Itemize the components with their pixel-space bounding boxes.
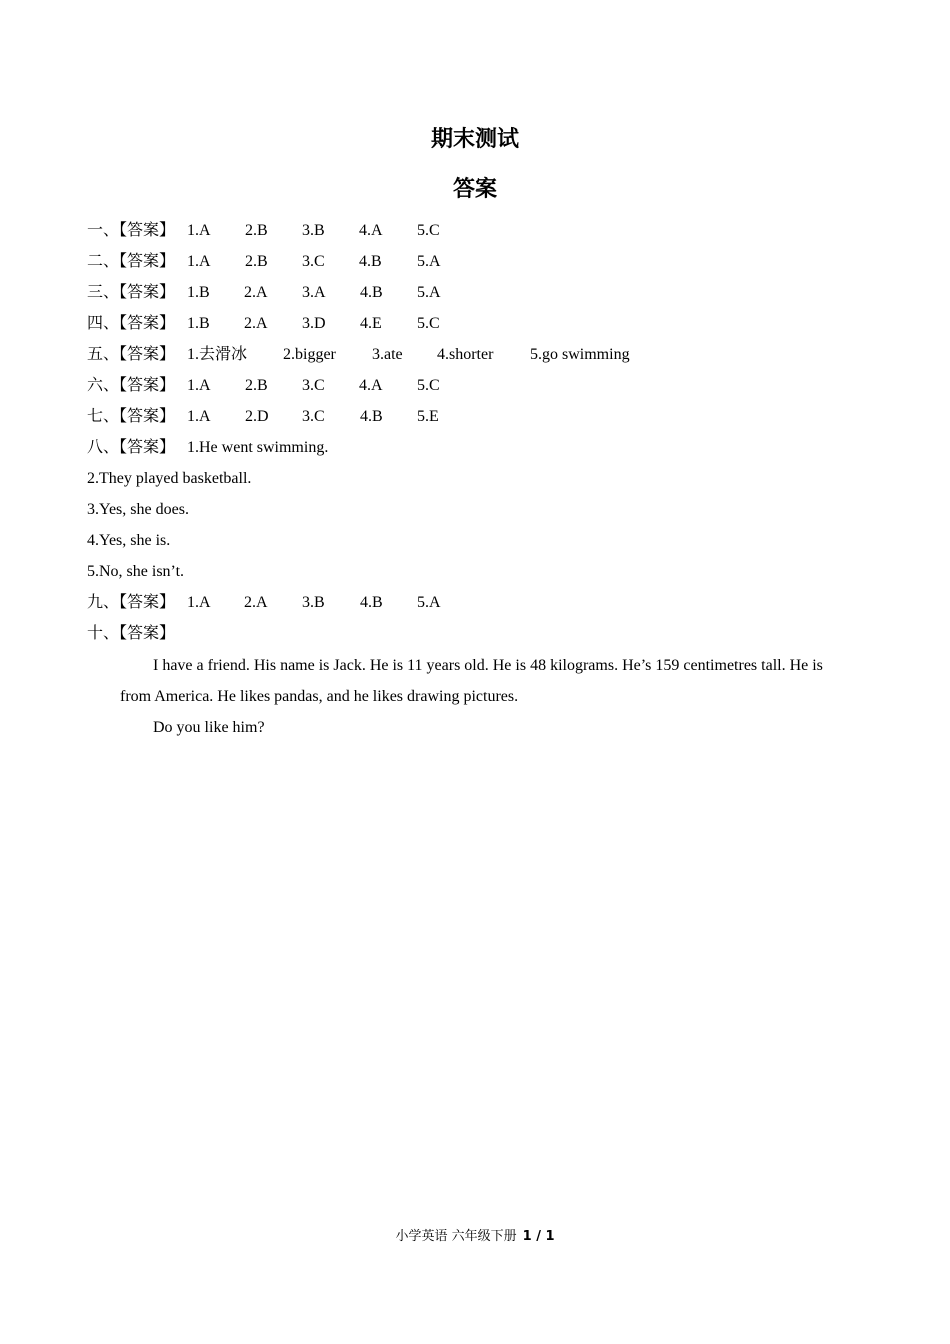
answer-item: 5.E — [417, 408, 439, 425]
answer-item: 5.C — [417, 222, 440, 239]
answer-row-prefix: 十、【答案】 — [87, 625, 176, 642]
answer-row-prefix: 五、【答案】 — [87, 346, 176, 363]
answer-row-prefix: 六、【答案】 — [87, 377, 176, 394]
answer-item: 3.D — [302, 315, 326, 332]
answer-item: 3.C — [302, 253, 325, 270]
answer-item: 4.B — [359, 253, 382, 270]
answer-item: 1.去滑冰 — [187, 346, 248, 363]
answer-item: 4.B — [360, 408, 383, 425]
answer-item: 2.B — [245, 253, 268, 270]
answer-item: 3.A — [302, 284, 326, 301]
answer-item: 2.D — [245, 408, 269, 425]
essay-line-3: Do you like him? — [153, 719, 265, 736]
answer-item: 5.A — [417, 253, 441, 270]
page-footer — [0, 1226, 950, 1248]
answer-item: 2.A — [244, 594, 268, 611]
answer-row-prefix: 七、【答案】 — [87, 408, 176, 425]
answer-item: 1.B — [187, 315, 210, 332]
answer-item: 1.A — [187, 253, 211, 270]
answer-item: 5.C — [417, 377, 440, 394]
footer-text: 小学英语 六年级下册 — [395, 1229, 517, 1244]
answer-item: 3.C — [302, 408, 325, 425]
answer-item: 1.B — [187, 284, 210, 301]
answer-line: 2.They played basketball. — [87, 470, 252, 487]
answer-item: 1.A — [187, 408, 211, 425]
answer-item: 4.A — [359, 222, 383, 239]
answer-item: 1.A — [187, 594, 211, 611]
answer-row-prefix: 一、【答案】 — [87, 222, 176, 239]
answer-item: 1.A — [187, 377, 211, 394]
page-number: 1 / 1 — [522, 1229, 555, 1244]
answer-item: 3.B — [302, 594, 325, 611]
answer-row-prefix: 九、【答案】 — [87, 594, 176, 611]
answer-item: 2.A — [244, 284, 268, 301]
essay-line-2: from America. He likes pandas, and he likes drawing pictures. — [120, 688, 519, 705]
answer-item: 2.A — [244, 315, 268, 332]
answer-line: 3.Yes, she does. — [87, 501, 189, 518]
answer-item: 2.bigger — [283, 346, 336, 363]
answer-item: 3.ate — [372, 346, 403, 363]
answer-item: 4.shorter — [437, 346, 494, 363]
answer-item: 4.B — [360, 284, 383, 301]
answer-item: 3.C — [302, 377, 325, 394]
essay-line-1: I have a friend. His name is Jack. He is 11 years old. He is 48 kilograms. He’s 159 centimetres tall. He is — [153, 657, 823, 674]
page-subtitle: 答案 — [452, 177, 497, 202]
answer-line: 5.No, she isn’t. — [87, 563, 185, 580]
answer-item: 1.A — [187, 222, 211, 239]
answer-item: 2.B — [245, 222, 268, 239]
answer-line: 4.Yes, she is. — [87, 532, 171, 549]
answer-item: 5.A — [417, 284, 441, 301]
answer-item: 5.C — [417, 315, 440, 332]
answer-item: 4.E — [360, 315, 382, 332]
page-title: 期末测试 — [430, 127, 519, 152]
answer-row-prefix: 八、【答案】 — [87, 439, 176, 456]
answer-item: 4.B — [360, 594, 383, 611]
answer-item: 5.A — [417, 594, 441, 611]
answer-item: 1.He went swimming. — [187, 439, 329, 456]
answer-item: 5.go swimming — [530, 346, 630, 363]
answer-item: 2.B — [245, 377, 268, 394]
answer-item: 4.A — [359, 377, 383, 394]
answer-row-prefix: 四、【答案】 — [87, 315, 176, 332]
answer-row-prefix: 二、【答案】 — [87, 253, 176, 270]
answer-item: 3.B — [302, 222, 325, 239]
answer-row-prefix: 三、【答案】 — [87, 284, 176, 301]
